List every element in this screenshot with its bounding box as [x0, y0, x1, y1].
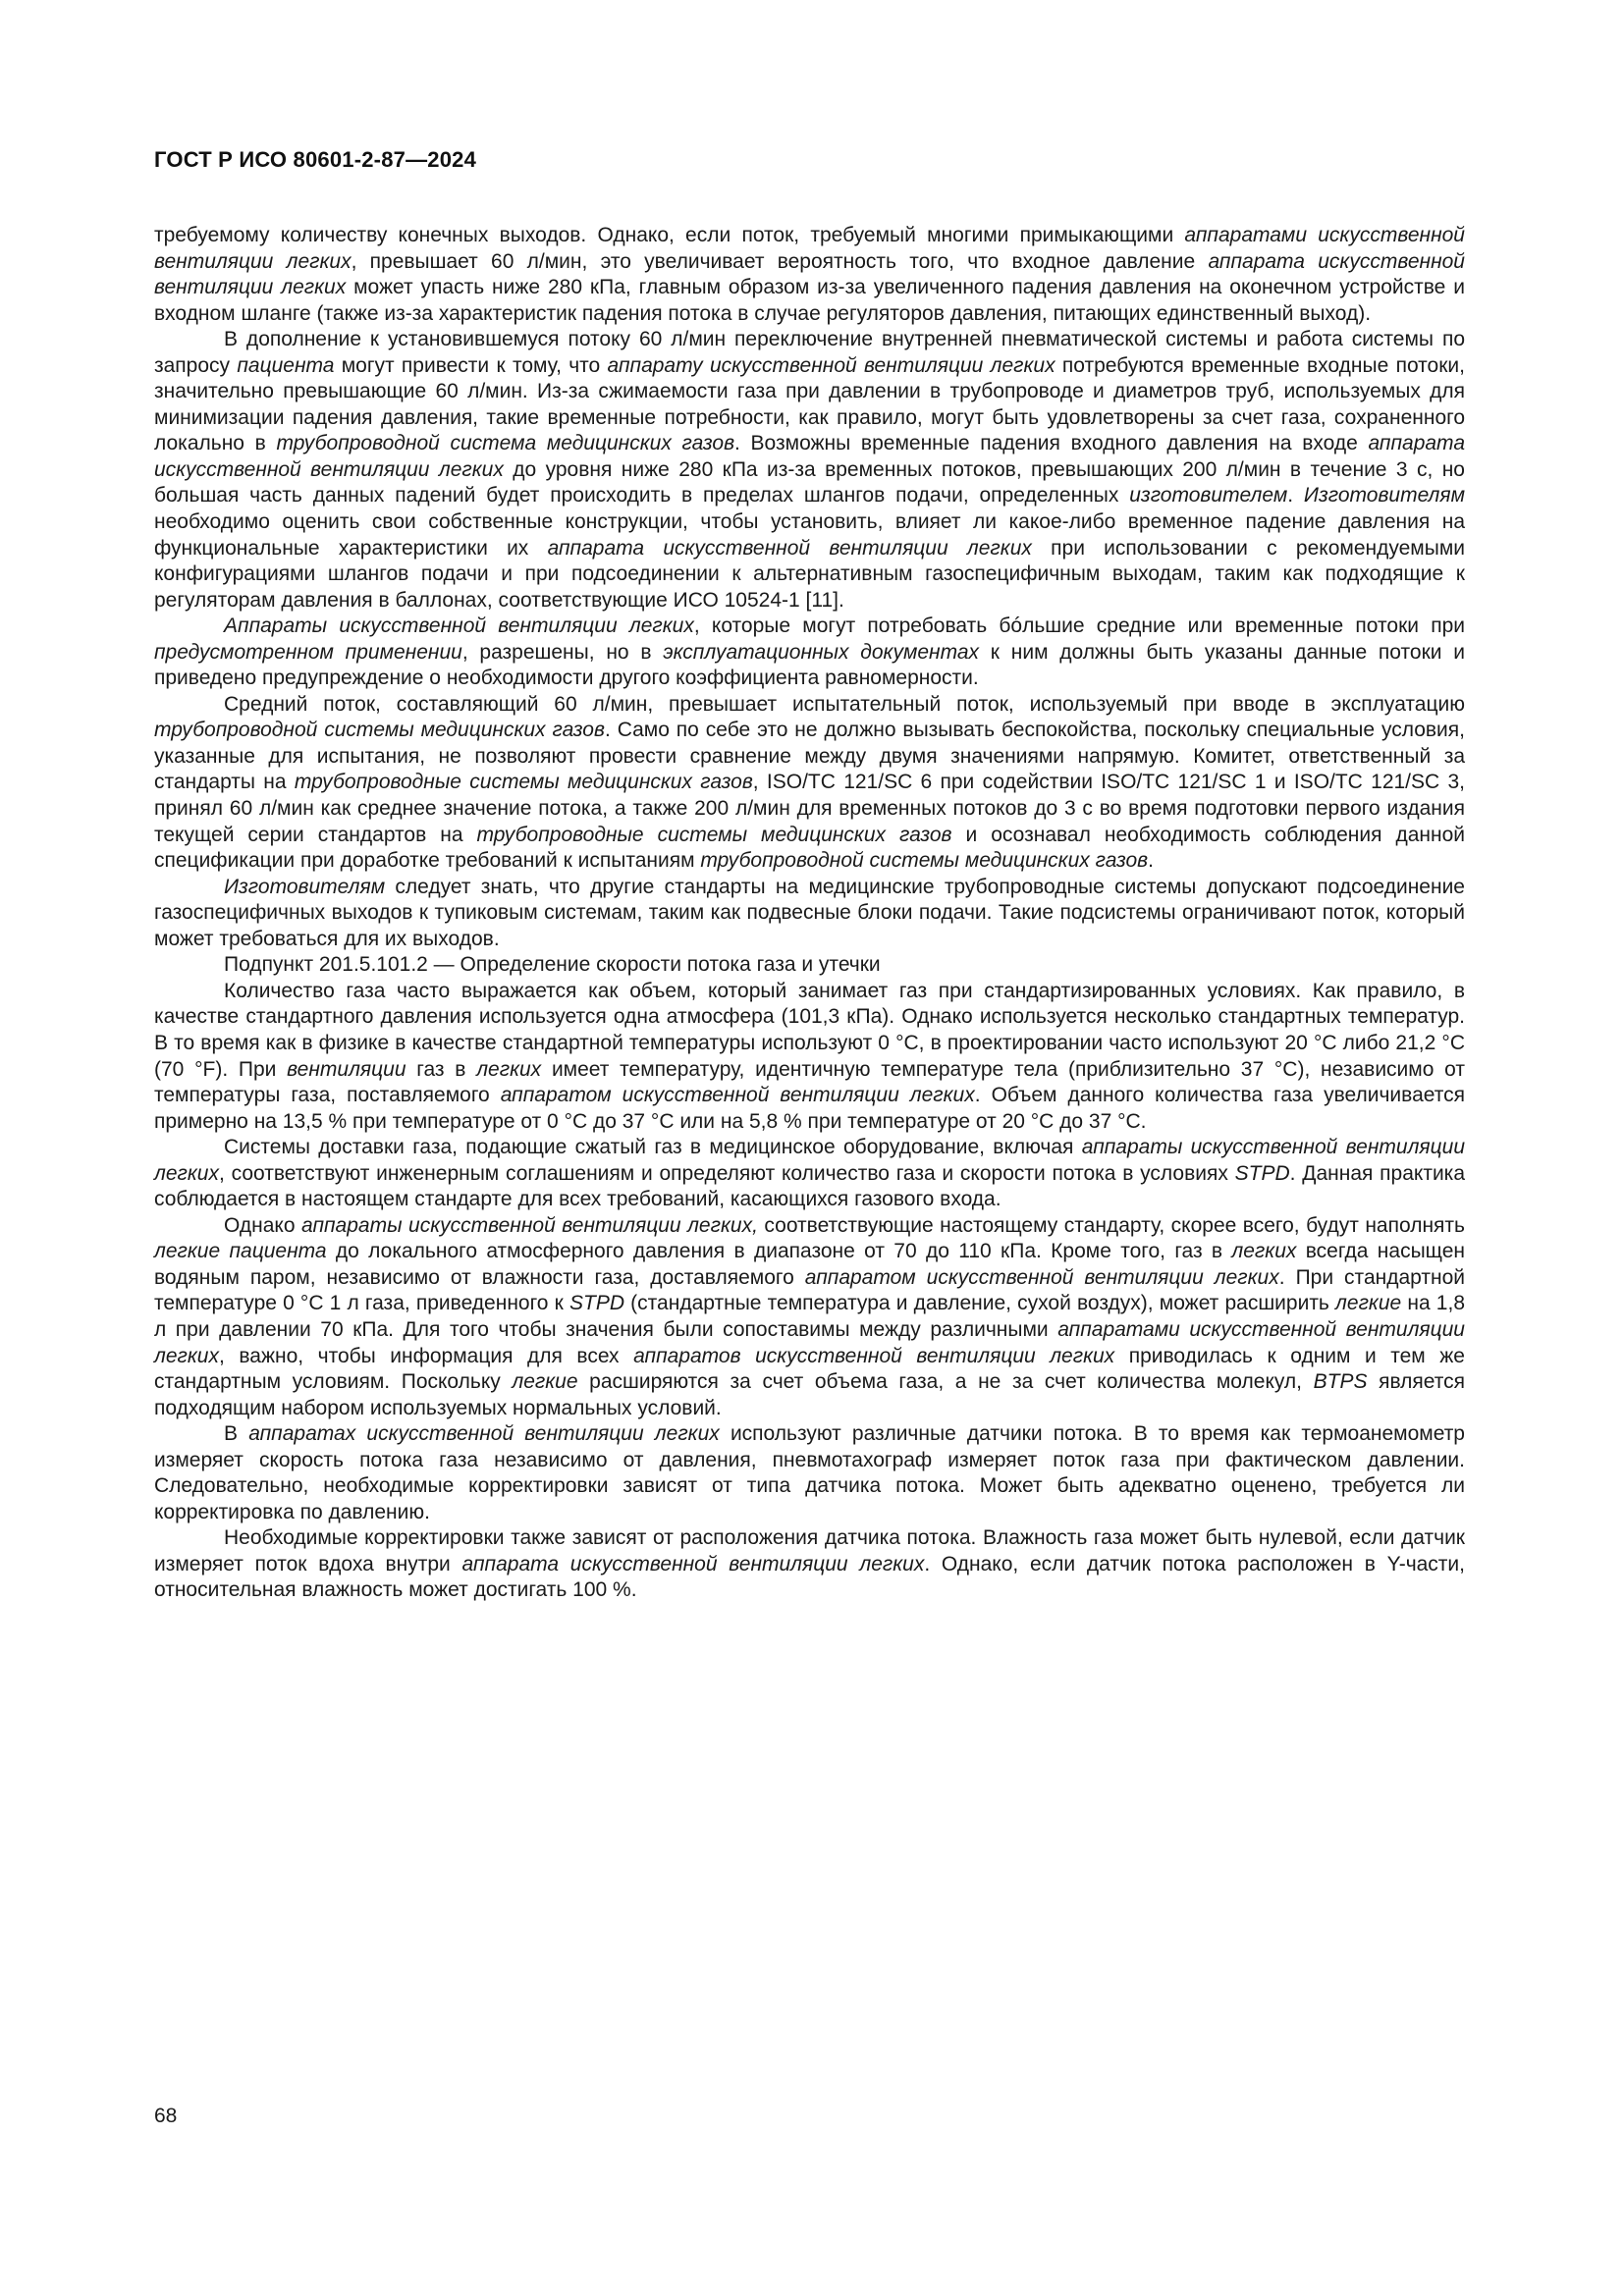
text-run: , которые могут потребовать бóльшие средние или временные потоки при [693, 614, 1466, 638]
text-run: всегда насыщен водяным паром, независимо от влажности газа, доставляемого [154, 1240, 1465, 1289]
text-run: В [224, 1422, 249, 1446]
text-run: . Данная практика соблюдается в настоящем стандарте для всех требований, касающихся газового входа. [154, 1161, 1466, 1211]
text-run: могут привести к тому, что [334, 353, 608, 377]
italic-term: аппаратах искусственной вентиляции легких [248, 1422, 720, 1446]
text-run: Количество газа часто выражается как объем, который занимает газ при стандартизированных условиях. Как правило, в качестве стандартного давления используется одна атмосфера (101,3 кПа). Однако используется несколько стандартных температур. В то время как в физике в качестве стандартной температуры используют 0 °С, в проектировании часто используют 20 °С либо 21,2 °С (70 °F). При [154, 979, 1465, 1081]
text-run: газ в [406, 1057, 477, 1081]
text-run: В дополнение к установившемуся потоку 60 л/мин переключение внутренней пневматической системы и работа системы по запросу [154, 328, 1465, 377]
italic-term: легкие пациента [154, 1240, 327, 1263]
text-run: приводилась к одним и тем же стандартным условиям. Поскольку [154, 1344, 1465, 1394]
italic-term: трубопроводной системы медицинских газов [700, 849, 1149, 873]
italic-term: эксплуатационных документах [663, 640, 980, 664]
page-number: 68 [154, 2105, 178, 2127]
italic-term: аппараты искусственной вентиляции легких, [301, 1213, 758, 1237]
italic-term: аппарата искусственной вентиляции легких [154, 432, 1465, 481]
paragraph [154, 952, 1465, 979]
text-run: , важно, чтобы информация для всех [218, 1344, 634, 1367]
text-run: следует знать, что другие стандарты на медицинские трубопроводные системы допускают подсоединение газоспецифичных выходов к тупиковым системам, таким как подвесные блоки подачи. Такие подсистемы ограничивают поток, который может требоваться для их выходов. [154, 875, 1465, 950]
text-run: . При стандартной температуре 0 °С 1 л газа, приведенного к [154, 1265, 1465, 1315]
italic-term: аппарата искусственной вентиляции легких [154, 249, 1465, 299]
text-run: при использовании с рекомендуемыми конфигурациями шлангов подачи и при подсоединении к альтернативным газоспецифичным выходам, таким как подходящие к регуляторам давления в баллонах, соответствующие ИСО 10524-1 [11]. [154, 536, 1465, 612]
text-run: и осознавал необходимость соблюдения данной спецификации при доработке требований к испытаниям [154, 823, 1465, 873]
text-run: . Однако, если датчик потока расположен в Y-части, относительная влажность может достигать 100 %. [154, 1552, 1465, 1602]
text-run: необходимо оценить свои собственные конструкции, чтобы установить, влияет ли какое-либо временное падение давления на функциональные характеристики их [154, 510, 1465, 560]
italic-term: трубопроводной система медицинских газов [276, 432, 735, 455]
text-run: на 1,8 л при давлении 70 кПа. Для того чтобы значения были сопоставимы между различными [154, 1292, 1466, 1341]
text-run: , соответствуют инженерным соглашениям и определяют количество газа и скорости потока в условиях [218, 1161, 1235, 1185]
italic-term: аппараты искусственной вентиляции легких [154, 1136, 1465, 1185]
text-run: используют различные датчики потока. В то время как термоанемометр измеряет скорость потока газа независимо от давления, пневмотахограф измеряет поток газа при фактическом давлении. Следовательно, необходимые корректировки зависят от типа датчика потока. Может быть адекватно оценено, требуется ли корректировка по давлению. [154, 1422, 1465, 1523]
text-run: , превышает 60 л/мин, это увеличивает вероятность того, что входное давление [351, 249, 1209, 273]
italic-term: трубопроводные системы медицинских газов [476, 823, 952, 846]
text-run: до уровня ниже 280 кПа из-за временных потоков, превышающих 200 л/мин в течение 3 с, но большая часть данных падений будет происходить в пределах шлангов подачи, определенных [154, 457, 1465, 507]
italic-term: легкие [512, 1370, 578, 1394]
text-run: , разрешены, но в [461, 640, 664, 664]
text-run: (стандартные температура и давление, сухой воздух), может расширить [624, 1292, 1336, 1315]
italic-term: аппаратом искусственной вентиляции легких [500, 1084, 975, 1107]
italic-term: аппарату искусственной вентиляции легких [607, 353, 1056, 377]
italic-term: пациента [237, 353, 335, 377]
italic-term: трубопроводной системы медицинских газов [154, 719, 605, 742]
italic-term: STPD [1234, 1161, 1290, 1185]
italic-term: STPD [569, 1292, 625, 1315]
text-run: до локального атмосферного давления в диапазоне от 70 до 110 кПа. Кроме того, газ в [326, 1240, 1232, 1263]
text-run: . Само по себе это не должно вызывать беспокойства, поскольку специальные условия, указанные для испытания, не позволяют провести сравнение между двумя значениями напрямую. Комитет, ответственный за стандарты на [154, 719, 1465, 794]
text-run: . [1287, 484, 1304, 507]
text-run: соответствующие настоящему стандарту, скорее всего, будут наполнять [757, 1213, 1465, 1237]
text-run: потребуются временные входные потоки, значительно превышающие 60 л/мин. Из-за сжимаемости газа при давлении в трубопроводе и диаметров труб, используемых для минимизации падения давления, такие временные потребности, как правило, могут быть удовлетворены за счет газа, сохраненного локально в [154, 353, 1465, 455]
italic-term: аппаратом искусственной вентиляции легких [804, 1265, 1279, 1289]
text-run: к ним должны быть указаны данные потоки и приведено предупреждение о необходимости другого коэффициента равномерности. [154, 640, 1465, 690]
paragraph [154, 875, 1465, 953]
text-run: Средний поток, составляющий 60 л/мин, превышает испытательный поток, используемый при вводе в эксплуатацию [224, 692, 1465, 716]
italic-term: легких [476, 1057, 542, 1081]
italic-term: аппарата искусственной вентиляции легких [461, 1552, 925, 1575]
paragraph [154, 1135, 1465, 1213]
italic-term: аппаратами искусственной вентиляции легких [154, 224, 1465, 273]
italic-term: Изготовителям [224, 875, 386, 898]
text-run: требуемому количеству конечных выходов. Однако, если поток, требуемый многими примыкающими [154, 224, 1185, 246]
paragraph [154, 1525, 1465, 1604]
paragraph [154, 1421, 1465, 1525]
text-run: , ISO/TC 121/SC 6 при содействии ISO/TC 121/SC 1 и ISO/TC 121/SC 3, принял 60 л/мин как среднее значение потока, а также 200 л/мин для временных потоков до 3 с во время подготовки первого издания текущей серии стандартов на [154, 771, 1465, 846]
italic-term: аппаратами искусственной вентиляции легких [154, 1317, 1465, 1367]
text-run: . Объем данного количества газа увеличивается примерно на 13,5 % при температуре от 0 °С до 37 °С или на 5,8 % при температуре от 20 °С до 37 °С. [154, 1084, 1465, 1133]
text-run: Подпункт 201.5.101.2 — Определение скорости потока газа и утечки [224, 953, 881, 977]
italic-term: предусмотренном применении [154, 640, 462, 664]
paragraph [154, 614, 1465, 692]
italic-term: легких [1231, 1240, 1297, 1263]
italic-term: аппарата искусственной вентиляции легких [547, 536, 1032, 560]
paragraph [154, 692, 1465, 875]
italic-term: трубопроводные системы медицинских газов [294, 771, 753, 794]
italic-term: Изготовителям [1303, 484, 1466, 507]
paragraph [154, 327, 1465, 614]
text-run: Однако [224, 1213, 301, 1237]
text-run: Системы доставки газа, подающие сжатый газ в медицинское оборудование, включая [224, 1136, 1082, 1159]
document-header: ГОСТ Р ИСО 80601-2-87—2024 [154, 147, 477, 172]
italic-term: легкие [1335, 1292, 1402, 1315]
text-run: . [1148, 849, 1154, 873]
text-run: Необходимые корректировки также зависят от расположения датчика потока. Влажность газа может быть нулевой, если датчик измеряет поток вдоха внутри [154, 1526, 1465, 1575]
text-run: имеет температуру, идентичную температуре тела (приблизительно 37 °С), независимо от температуры газа, поставляемого [154, 1057, 1465, 1107]
text-run: . Возможны временные падения входного давления на входе [734, 432, 1369, 455]
italic-term: изготовителем [1129, 484, 1288, 507]
text-run: может упасть ниже 280 кПа, главным образом из-за увеличенного падения давления на оконечном устройстве и входном шланге (также из-за характеристик падения потока в случае регуляторов давления, питающих единственный выход). [154, 276, 1465, 325]
italic-term: аппаратов искусственной вентиляции легких [633, 1344, 1115, 1367]
paragraph [154, 223, 1465, 327]
document-body [154, 223, 1465, 1604]
italic-term: вентиляции [287, 1057, 406, 1081]
text-run: расширяются за счет объема газа, а не за счет количества молекул, [577, 1370, 1314, 1394]
text-run: является подходящим набором используемых нормальных условий. [154, 1370, 1465, 1419]
paragraph [154, 1213, 1465, 1421]
italic-term: Аппараты искусственной вентиляции легких [224, 614, 694, 638]
italic-term: BTPS [1313, 1370, 1368, 1394]
paragraph [154, 979, 1465, 1135]
